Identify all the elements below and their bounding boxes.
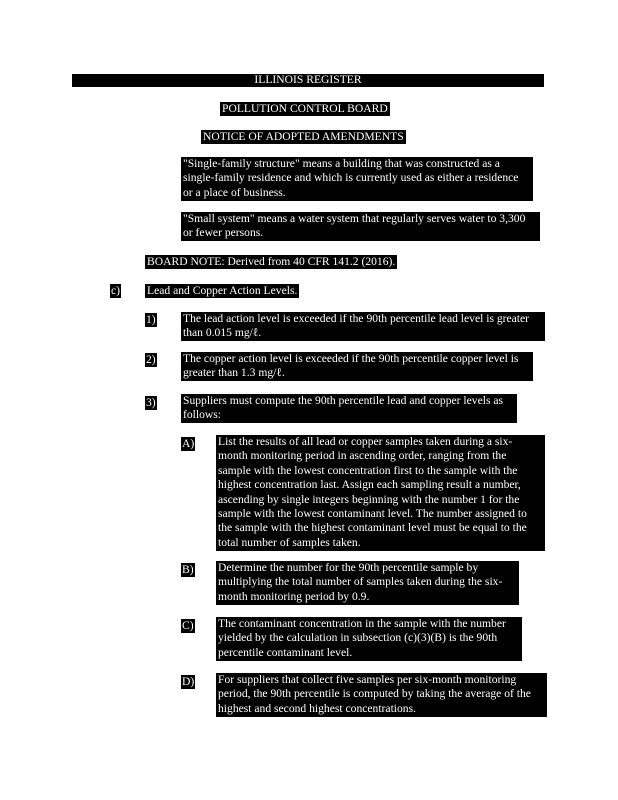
item-line: The lead action level is exceeded if the 90th percentile lead level is greater [183,312,530,325]
subitem-marker-c: C) [182,619,194,632]
definition-line: or fewer persons. [183,226,264,240]
subitem-d-text [216,673,547,717]
subitem-line: multiplying the total number of samples taken during the six- [218,575,503,589]
subitem-line: highest and second highest concentrations. [218,701,417,715]
item-1-text [181,312,545,341]
subitem-a-text [216,435,545,551]
subitem-line: highest concentration last. Assign each sampling result a number, [218,478,521,492]
subitem-c-text [216,617,522,661]
subitem-line: month monitoring period by 0.9. [218,589,370,603]
definition-single-family [181,157,533,201]
definition-small-system [181,212,540,241]
definition-line: or a place of business. [183,185,286,199]
board-note: BOARD NOTE: Derived from 40 CFR 141.2 (2016). [147,255,396,268]
item-line: The copper action level is exceeded if the 90th percentile copper level is [183,352,519,365]
subitem-line: sample with the lowest concentration first to the sample with the [218,463,518,477]
subitem-b-text [216,561,519,605]
subitem-line: List the results of all lead or copper samples taken during a six- [218,435,513,448]
definition-line: "Single-family structure" means a building that was constructed as a [183,157,500,170]
subitem-line: yielded by the calculation in subsection (c)(3)(B) is the 90th [218,631,498,645]
item-3-text [181,394,517,423]
item-marker-3: 3) [146,396,156,409]
item-2-text [181,352,533,381]
subitem-marker-a: A) [182,437,195,450]
definition-line: "Small system" means a water system that regularly serves water to 3,300 [183,212,526,225]
subitem-line: The contaminant concentration in the sample with the number [218,617,506,630]
subitem-line: ascending by single integers beginning with the number 1 for the [218,492,520,506]
subitem-line: total number of samples taken. [218,535,361,549]
item-marker-1: 1) [146,313,156,326]
subitem-line: For suppliers that collect five samples per six-month monitoring [218,673,517,686]
subitem-line: the sample with the highest contaminant level must be equal to the [218,521,527,535]
subitem-line: month monitoring period in ascending order, ranging from the [218,449,507,463]
definition-line: single-family residence and which is currently used as either a residence [183,171,519,185]
item-line: than 0.015 mg/ℓ. [183,326,262,340]
subitem-line: sample with the lowest contaminant level. The number assigned to [218,507,527,521]
subitem-marker-b: B) [182,563,194,576]
section-marker: c) [111,284,121,297]
subitem-line: percentile contaminant level. [218,645,353,659]
item-line: Suppliers must compute the 90th percentile lead and copper levels as [183,394,504,407]
subitem-line: Determine the number for the 90th percentile sample by [218,561,479,574]
subitem-line: period, the 90th percentile is computed by taking the average of the [218,687,531,701]
item-marker-2: 2) [146,353,156,366]
notice-title: NOTICE OF ADOPTED AMENDMENTS [203,130,404,143]
board-title: POLLUTION CONTROL BOARD [222,102,388,115]
section-title: Lead and Copper Action Levels. [147,284,298,297]
item-line: follows: [183,408,222,422]
register-title: ILLINOIS REGISTER [254,73,362,86]
item-line: greater than 1.3 mg/ℓ. [183,366,285,380]
subitem-marker-d: D) [182,675,195,688]
